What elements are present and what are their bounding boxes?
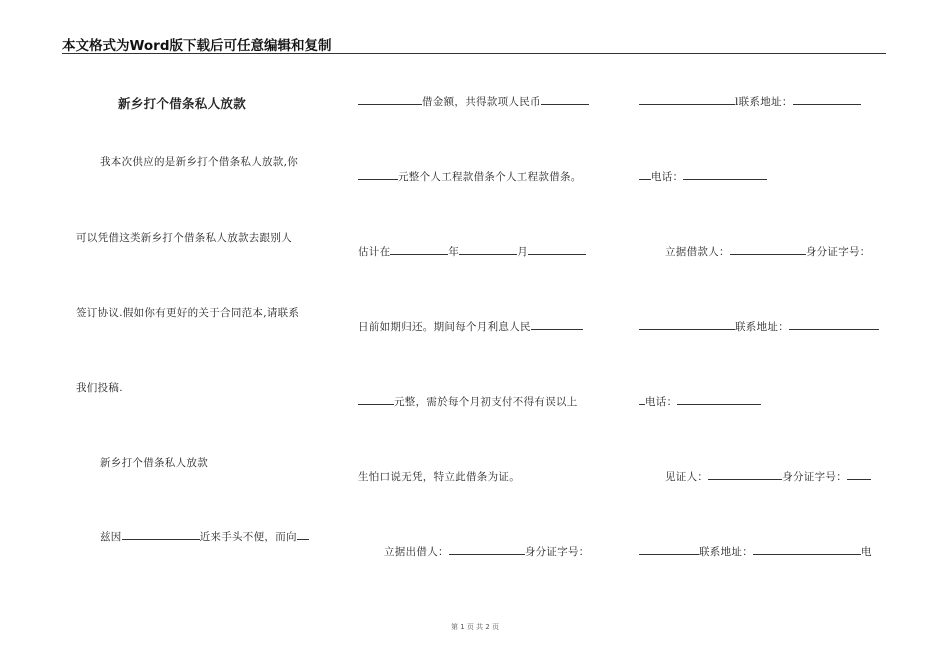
blank-field bbox=[708, 469, 782, 480]
blank-field bbox=[459, 244, 517, 255]
col2-line-5-text: 元整，需於每个月初支付不得有误以上 bbox=[394, 396, 578, 408]
col2-line-3 bbox=[358, 244, 586, 259]
col3-line-1 bbox=[639, 94, 861, 109]
blank-field bbox=[639, 94, 735, 105]
col3-line-5 bbox=[639, 394, 761, 409]
col3-line-2 bbox=[639, 169, 767, 184]
blank-field bbox=[358, 394, 394, 405]
col2-line-2 bbox=[358, 169, 582, 184]
col3-line-1-text: l联系地址： bbox=[735, 96, 793, 108]
blank-field bbox=[639, 544, 699, 555]
blank-field bbox=[531, 319, 583, 330]
intro-line-3: 签订协议.假如你有更好的关于合同范本,请联系 bbox=[76, 307, 300, 319]
intro-line-1: 我本次供应的是新乡打个借条私人放款,你 bbox=[100, 156, 299, 168]
col2-line-1-text: 借金额，共得款项人民币 bbox=[422, 96, 541, 108]
body-line-1-start: 兹因 bbox=[100, 531, 122, 543]
section-subtitle: 新乡打个借条私人放款 bbox=[100, 457, 208, 469]
blank-field bbox=[753, 544, 861, 555]
witness-id-label: 身分证字号： bbox=[782, 471, 848, 483]
blank-field bbox=[528, 244, 586, 255]
blank-field bbox=[677, 394, 761, 405]
lender-id-label: 身分证字号： bbox=[524, 546, 590, 558]
blank-field bbox=[683, 169, 767, 180]
col2-line-4 bbox=[358, 319, 583, 334]
body-line-1 bbox=[100, 529, 309, 544]
blank-field bbox=[449, 544, 525, 555]
col2-line-3-month: 月 bbox=[517, 246, 529, 258]
blank-field bbox=[730, 244, 806, 255]
borrower-label: 立据借款人： bbox=[665, 246, 730, 258]
page-number: 第 1 页 共 2 页 bbox=[450, 623, 500, 631]
lender-label: 立据出借人： bbox=[384, 546, 449, 558]
col2-line-3-start: 估计在 bbox=[358, 246, 391, 258]
col2-line-6: 生怕口说无凭，特立此借条为证。 bbox=[358, 471, 520, 483]
blank-field bbox=[639, 319, 735, 330]
col3-line-5-text: 电话： bbox=[645, 396, 678, 408]
witness-label: 见证人： bbox=[665, 471, 709, 483]
blank-field bbox=[789, 319, 879, 330]
blank-field bbox=[390, 244, 448, 255]
col3-line-6 bbox=[665, 469, 871, 484]
col2-line-1 bbox=[358, 94, 589, 109]
blank-field bbox=[358, 94, 422, 105]
blank-field bbox=[847, 469, 871, 480]
blank-field bbox=[122, 529, 200, 540]
borrower-id-label: 身分证字号： bbox=[805, 246, 871, 258]
col2-line-2-text: 元整个人工程款借条个人工程款借条。 bbox=[398, 171, 582, 183]
intro-line-2: 可以凭借这类新乡打个借条私人放款去跟别人 bbox=[76, 232, 292, 244]
col2-line-5 bbox=[358, 394, 578, 409]
col3-line-3 bbox=[665, 244, 871, 259]
blank-field bbox=[541, 94, 589, 105]
col3-line-4-text: 联系地址： bbox=[735, 321, 789, 333]
blank-field bbox=[358, 169, 398, 180]
body-line-1-end: 近来手头不便，而向 bbox=[199, 531, 297, 543]
col3-line-7 bbox=[639, 544, 872, 559]
col2-line-3-year: 年 bbox=[448, 246, 460, 258]
col3-line-7-end: 电 bbox=[861, 546, 872, 558]
col3-line-7-text: 联系地址： bbox=[699, 546, 753, 558]
col2-line-4-text: 日前如期归还。期间每个月利息人民 bbox=[358, 321, 531, 333]
document-header: 本文格式为Word版下载后可任意编辑和复制 bbox=[62, 34, 886, 54]
blank-field bbox=[297, 529, 309, 540]
intro-line-4: 我们投稿. bbox=[76, 382, 123, 394]
document-title: 新乡打个借条私人放款 bbox=[118, 96, 247, 111]
blank-field bbox=[639, 169, 651, 180]
blank-field bbox=[793, 94, 861, 105]
col3-line-4 bbox=[639, 319, 879, 334]
col3-line-2-text: 电话： bbox=[651, 171, 684, 183]
col2-line-7 bbox=[384, 544, 590, 559]
